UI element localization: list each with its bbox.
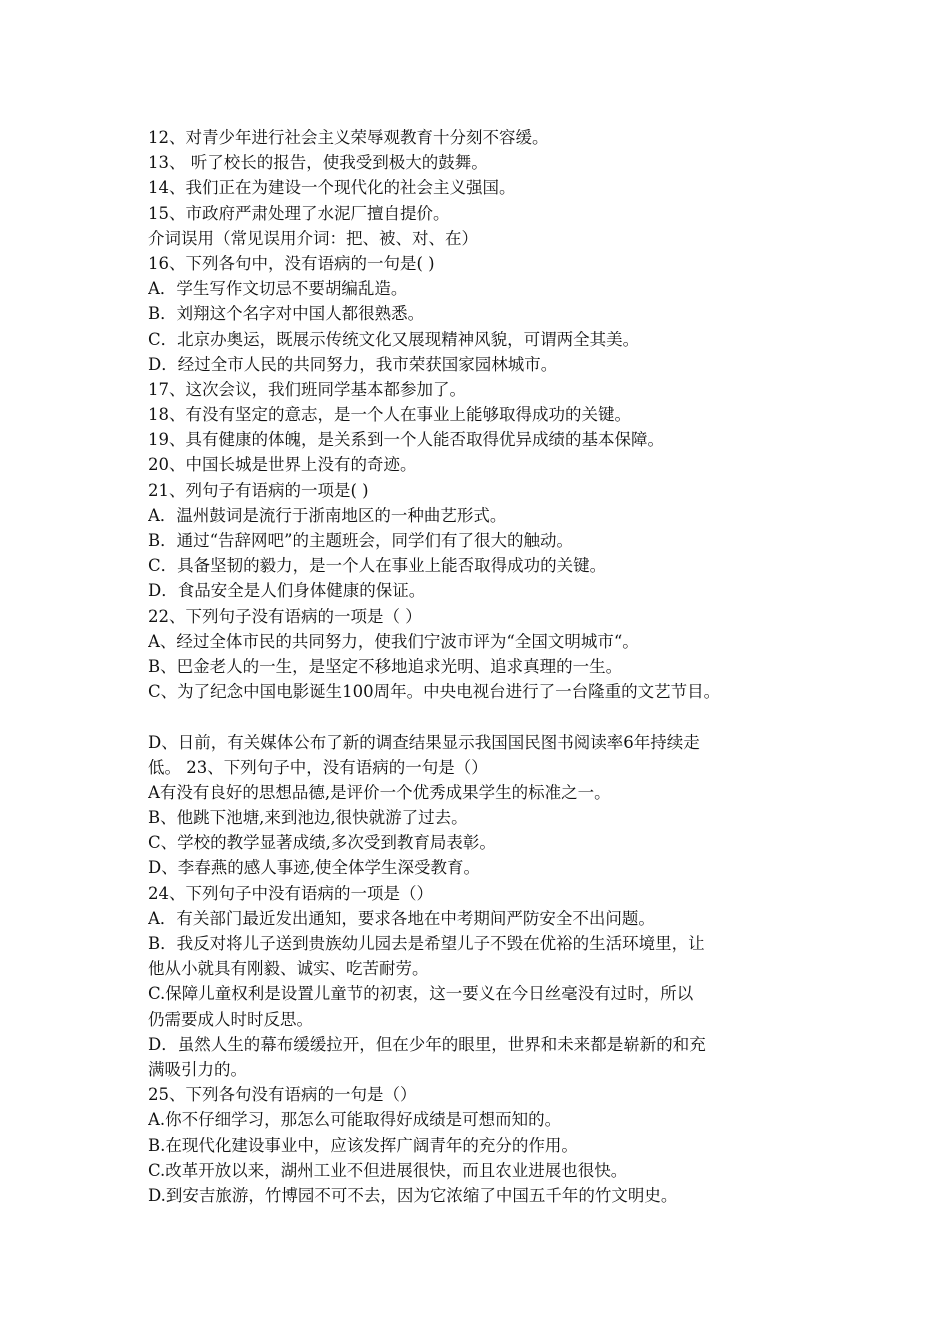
text-line: 13、 听了校长的报告，使我受到极大的鼓舞。 bbox=[148, 153, 488, 173]
question-stem: 22、下列句子没有语病的一项是（ ） bbox=[148, 606, 422, 626]
answer-option: A有没有良好的思想品德,是评价一个优秀成果学生的标准之一。 bbox=[148, 782, 611, 802]
answer-option: C、学校的教学显著成绩,多次受到教育局表彰。 bbox=[148, 833, 496, 853]
answer-option: C．北京办奥运，既展示传统文化又展现精神风貌，可谓两全其美。 bbox=[148, 329, 640, 349]
answer-option: D．经过全市人民的共同努力，我市荣获国家园林城市。 bbox=[148, 354, 558, 374]
answer-option: D、日前，有关媒体公布了新的调查结果显示我国国民图书阅读率6年持续走 bbox=[148, 732, 700, 752]
answer-option: B．通过“告辞网吧”的主题班会，同学们有了很大的触动。 bbox=[148, 531, 573, 550]
question-stem: 25、下列各句没有语病的一句是（） bbox=[148, 1085, 417, 1105]
answer-option: B．我反对将儿子送到贵族幼儿园去是希望儿子不毁在优裕的生活环境里，让 bbox=[148, 934, 705, 953]
document-body bbox=[148, 125, 813, 1208]
answer-option: C．具备坚韧的毅力，是一个人在事业上能否取得成功的关键。 bbox=[148, 556, 607, 576]
section-heading: 介词误用（常见误用介词：把、被、对、在） bbox=[148, 228, 478, 248]
answer-option: D、李春燕的感人事迹,使全体学生深受教育。 bbox=[148, 858, 480, 878]
question-stem: 21、列句子有语病的一项是( ) bbox=[148, 480, 369, 500]
answer-option: A.你不仔细学习，那怎么可能取得好成绩是可想而知的。 bbox=[148, 1110, 562, 1130]
question-stem: 24、下列句子中没有语病的一项是（） bbox=[148, 883, 433, 903]
text-line: 18、有没有坚定的意志，是一个人在事业上能够取得成功的关键。 bbox=[148, 405, 631, 425]
text-line: 20、中国长城是世界上没有的奇迹。 bbox=[148, 455, 417, 475]
answer-option: C.改革开放以来，湖州工业不但进展很快，而且农业进展也很快。 bbox=[148, 1160, 628, 1180]
answer-option: C、为了纪念中国电影诞生100周年。中央电视台进行了一台隆重的文艺节目。 bbox=[148, 682, 721, 702]
answer-option: A、经过全体市民的共同努力，使我们宁波市评为“全国文明城市“。 bbox=[148, 631, 639, 651]
answer-option-continued: 他从小就具有刚毅、诚实、吃苦耐劳。 bbox=[148, 959, 429, 979]
answer-option-continued: 仍需要成人时时反思。 bbox=[148, 1009, 313, 1029]
answer-option: B、巴金老人的一生，是坚定不移地追求光明、追求真理的一生。 bbox=[148, 656, 623, 676]
answer-option: A．学生写作文切忌不要胡编乱造。 bbox=[148, 279, 408, 299]
question-stem: 16、下列各句中，没有语病的一句是( ) bbox=[148, 253, 435, 273]
question-stem: 低。 23、下列句子中，没有语病的一句是（） bbox=[148, 757, 488, 777]
text-line: 14、我们正在为建设一个现代化的社会主义强国。 bbox=[148, 178, 516, 198]
answer-option: A．温州鼓词是流行于浙南地区的一种曲艺形式。 bbox=[148, 505, 507, 525]
answer-option: D．食品安全是人们身体健康的保证。 bbox=[148, 581, 426, 601]
answer-option: A．有关部门最近发出通知，要求各地在中考期间严防安全不出问题。 bbox=[148, 908, 655, 928]
text-line: 15、市政府严肃处理了水泥厂擅自提价。 bbox=[148, 203, 450, 223]
answer-option: D.到安吉旅游，竹博园不可不去，因为它浓缩了中国五千年的竹文明史。 bbox=[148, 1185, 678, 1205]
answer-option-continued: 满吸引力的。 bbox=[148, 1059, 247, 1079]
text-line: 17、这次会议，我们班同学基本都参加了。 bbox=[148, 379, 466, 399]
text-line: 12、对青少年进行社会主义荣辱观教育十分刻不容缓。 bbox=[148, 128, 549, 147]
answer-option: B．刘翔这个名字对中国人都很熟悉。 bbox=[148, 304, 425, 324]
answer-option: B、他跳下池塘,来到池边,很快就游了过去。 bbox=[148, 808, 468, 828]
blank-line bbox=[148, 704, 813, 729]
answer-option: B.在现代化建设事业中，应该发挥广阔青年的充分的作用。 bbox=[148, 1135, 578, 1155]
text-line: 19、具有健康的体魄，是关系到一个人能否取得优异成绩的基本保障。 bbox=[148, 430, 664, 450]
answer-option: D．虽然人生的幕布缓缓拉开，但在少年的眼里，世界和未来都是崭新的和充 bbox=[148, 1034, 706, 1054]
answer-option: C.保障儿童权利是设置儿童节的初衷，这一要义在今日丝毫没有过时，所以 bbox=[148, 984, 694, 1004]
